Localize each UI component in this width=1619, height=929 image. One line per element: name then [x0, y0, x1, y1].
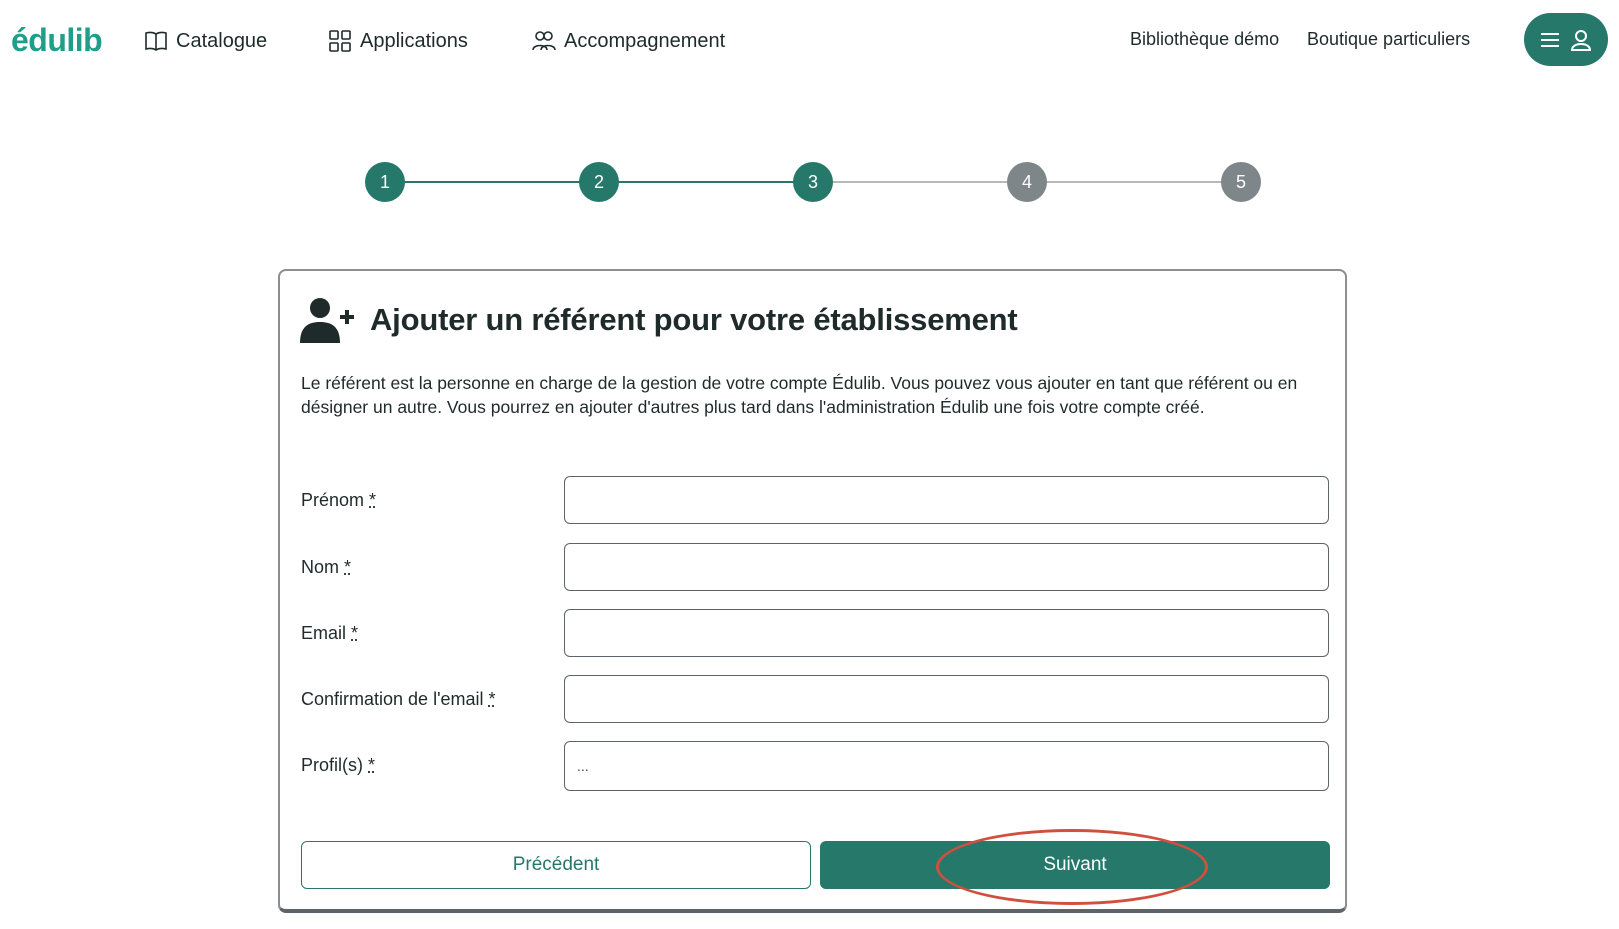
users-icon	[532, 30, 556, 52]
field-row-prenom	[301, 476, 1329, 524]
step-connector	[813, 181, 1027, 183]
prenom-label: Prénom *	[301, 490, 377, 510]
card-title: Ajouter un référent pour votre établissement	[370, 302, 1018, 337]
email-label: Email *	[301, 623, 359, 643]
grid-icon	[328, 29, 352, 53]
book-icon	[144, 30, 168, 52]
link-bibliotheque-demo[interactable]: Bibliothèque démo	[1130, 29, 1280, 49]
step-2: 2	[579, 162, 619, 202]
profils-label: Profil(s) *	[301, 755, 376, 775]
nav-accompagnement-label: Accompagnement	[564, 29, 726, 52]
edulib-logo[interactable]: édulib	[11, 22, 103, 58]
email-input[interactable]	[564, 609, 1329, 657]
top-header	[0, 0, 1619, 82]
field-row-profils	[301, 741, 1329, 789]
progress-stepper	[365, 162, 1256, 202]
step-connector	[385, 181, 599, 183]
nav-applications-label: Applications	[360, 29, 468, 52]
user-icon	[1570, 29, 1592, 51]
user-plus-icon	[300, 297, 356, 343]
previous-button[interactable]: Précédent	[301, 841, 811, 889]
card-description: Le référent est la personne en charge de la gestion de votre compte Édulib. Vous pouvez vous ajouter en tant que référent ou en désigner un autre. Vous pourrez en ajouter d'autres plus tard dans l'administration Édulib une fois votre compte créé.	[301, 373, 1298, 417]
step-3: 3	[793, 162, 833, 202]
step-1: 1	[365, 162, 405, 202]
nom-label: Nom *	[301, 557, 352, 577]
step-connector	[599, 181, 813, 183]
link-boutique-particuliers[interactable]: Boutique particuliers	[1307, 29, 1471, 49]
nom-input[interactable]	[564, 543, 1329, 591]
card-header	[300, 297, 1018, 343]
nav-catalogue[interactable]	[144, 27, 267, 55]
field-row-nom	[301, 543, 1329, 591]
next-button[interactable]: Suivant	[820, 841, 1330, 889]
step-5: 5	[1221, 162, 1261, 202]
hamburger-icon	[1540, 31, 1560, 49]
email-confirm-input[interactable]	[564, 675, 1329, 723]
nav-applications[interactable]	[328, 27, 468, 55]
step-connector	[1027, 181, 1241, 183]
field-row-email	[301, 609, 1329, 657]
nav-catalogue-label: Catalogue	[176, 29, 268, 52]
step-4: 4	[1007, 162, 1047, 202]
field-row-email-confirm	[301, 675, 1329, 723]
profils-select[interactable]: ...	[564, 741, 1329, 791]
email-confirm-label: Confirmation de l'email *	[301, 689, 496, 709]
account-menu-button[interactable]	[1524, 13, 1608, 66]
nav-accompagnement[interactable]	[532, 27, 725, 55]
referent-form-card	[278, 269, 1347, 913]
prenom-input[interactable]	[564, 476, 1329, 524]
